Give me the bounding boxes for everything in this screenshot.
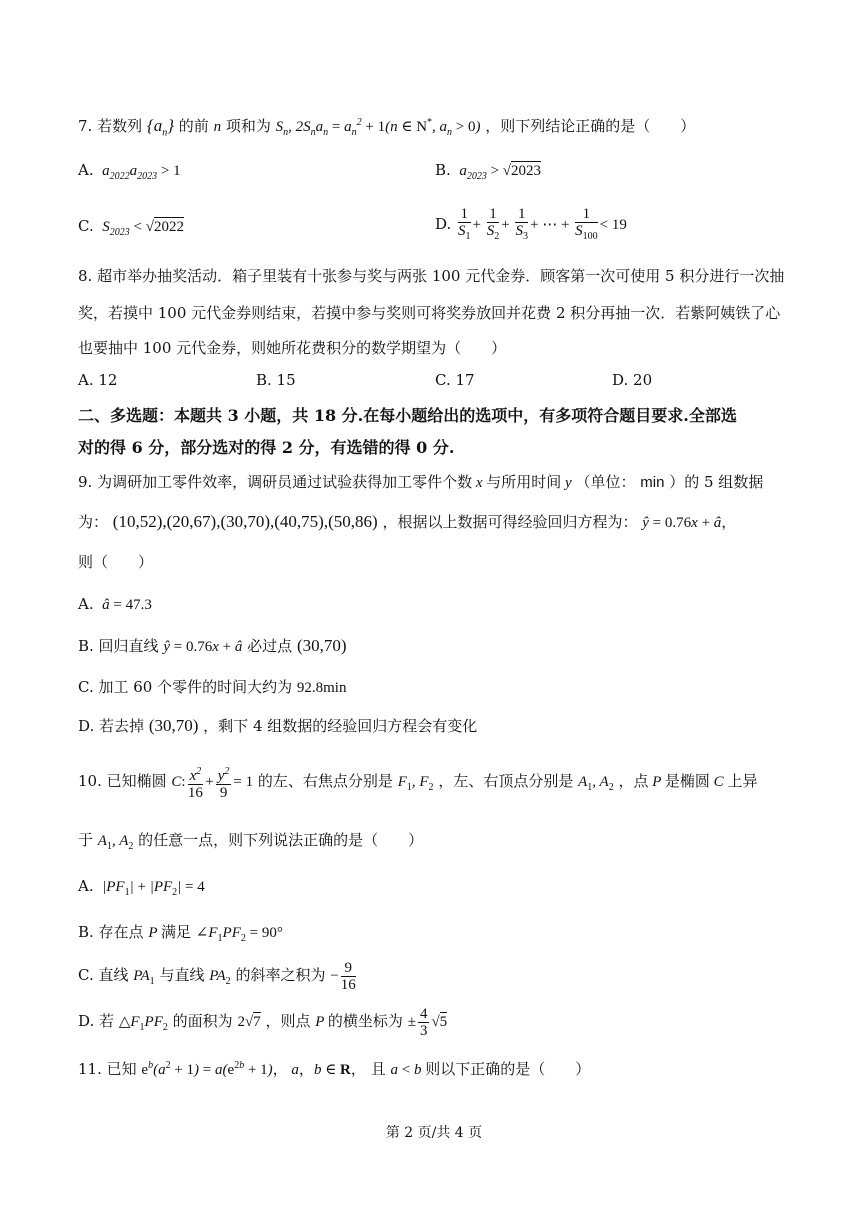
- q7-stem: 7. 若数列 $\{a_n\}$ 的前 n 项和为 $S_n$, $2S_na_n = a_n^2 + 1(n$ ∈ N*, $a_n > 0$) ，则下列结论正确的是（ ）: [78, 116, 696, 139]
- q8-option-d: D. 20: [612, 371, 653, 389]
- q7-stem-text-a: 7. 若数列: [78, 117, 143, 135]
- q8-option-c: C. 17: [435, 371, 475, 389]
- q11-line: 11. 已知 $e^b(a^2 + 1) = a(e^{2b} + 1)$， a，b ∈ R， 且 a < b 则以下正确的是（ ）: [78, 1060, 591, 1078]
- q9-line-1: 9. 为调研加工零件效率，调研员通过试验获得加工零件个数 x 与所用时间 y （单位： min ）的 5 组数据: [78, 473, 764, 491]
- q8-option-a: A. 12: [78, 371, 118, 389]
- q9-option-b: B. 回归直线 ŷ = 0.76x + â 必过点 (30,70): [78, 636, 347, 655]
- q9-line-2: 为： (10,52),(20,67),(30,70),(40,75),(50,86) ，根据以上数据可得经验回归方程为： ŷ = 0.76x + â，: [78, 512, 737, 531]
- q8-line-3: 也要抽中 100 元代金券，则她所花费积分的数学期望为（ ）: [78, 339, 507, 357]
- q9-option-c: C. 加工 60 个零件的时间大约为 92.8min: [78, 678, 347, 696]
- q10-option-c: C. 直线 $PA_1$ 与直线 $PA_2$ 的斜率之积为 − $\frac{9}{16}$: [78, 959, 356, 993]
- q9-line-3: 则（ ）: [78, 553, 154, 571]
- q7-stem-text-b: 的前: [178, 117, 209, 135]
- q10-option-d: D. 若 $\triangle F_1PF_2$ 的面积为 2√7 ，则点 P 的横坐标为 ± $\frac{4}{3}$ √5: [78, 1005, 448, 1039]
- q7-option-c: C. $S_{2023} < √2022$: [78, 217, 184, 238]
- q7-stem-text-d: ，则下列结论正确的是（ ）: [485, 117, 696, 135]
- q9-option-a: A. â = 47.3: [78, 595, 152, 613]
- q8-line-1: 8. 超市举办抽奖活动．箱子里装有十张参与奖与两张 100 元代金券．顾客第一次可使用 5 积分进行一次抽: [78, 267, 785, 285]
- section-2-heading-line-2: 对的得 6 分，部分选对的得 2 分，有选错的得 0 分.: [78, 438, 455, 457]
- q7-option-d: D. $\frac{1}{S_1}$ + $\frac{1}{S_2}$ + $\frac{1}{S_3}$ + ⋯ + $\frac{1}{S_{100}}$ < 19: [435, 206, 627, 243]
- q7-option-a: A. $a_{2022}a_{2023} > 1$: [78, 161, 181, 182]
- section-2-heading-line-1: 二、多选题：本题共 3 小题，共 18 分.在每小题给出的选项中，有多项符合题目要求.全部选: [78, 406, 737, 425]
- q8-option-b: B. 15: [256, 371, 296, 389]
- q7-stem-text-c: 项和为: [225, 117, 271, 135]
- q7-option-b: B. $a_{2023} > √2023$: [435, 161, 542, 182]
- q10-line-2: 于 $A_1$, $A_2$ 的任意一点，则下列说法正确的是（ ）: [78, 831, 424, 852]
- q10-line-1: 10. 已知椭圆 C: $\frac{x^2}{16}$ + $\frac{y^2}{9}$ = 1 的左、右焦点分别是 $F_1$, $F_2$ ，左、右顶点分别是 $A_1$, $A_2$ ，点 P 是椭圆 C 上异: [78, 765, 758, 801]
- q10-option-a: A. $|PF_1| + |PF_2| = 4$: [78, 877, 205, 898]
- q10-option-b: B. 存在点 P 满足 $\angle F_1PF_2 = 90^\circ$: [78, 923, 283, 944]
- page-number-footer: 第 2 页/共 4 页: [385, 1125, 483, 1141]
- q9-option-d: D. 若去掉 (30,70) ，剩下 4 组数据的经验回归方程会有变化: [78, 716, 478, 735]
- q8-line-2: 奖，若摸中 100 元代金券则结束，若摸中参与奖则可将奖券放回并花费 2 积分再抽一次．若紫阿姨铁了心: [78, 304, 781, 322]
